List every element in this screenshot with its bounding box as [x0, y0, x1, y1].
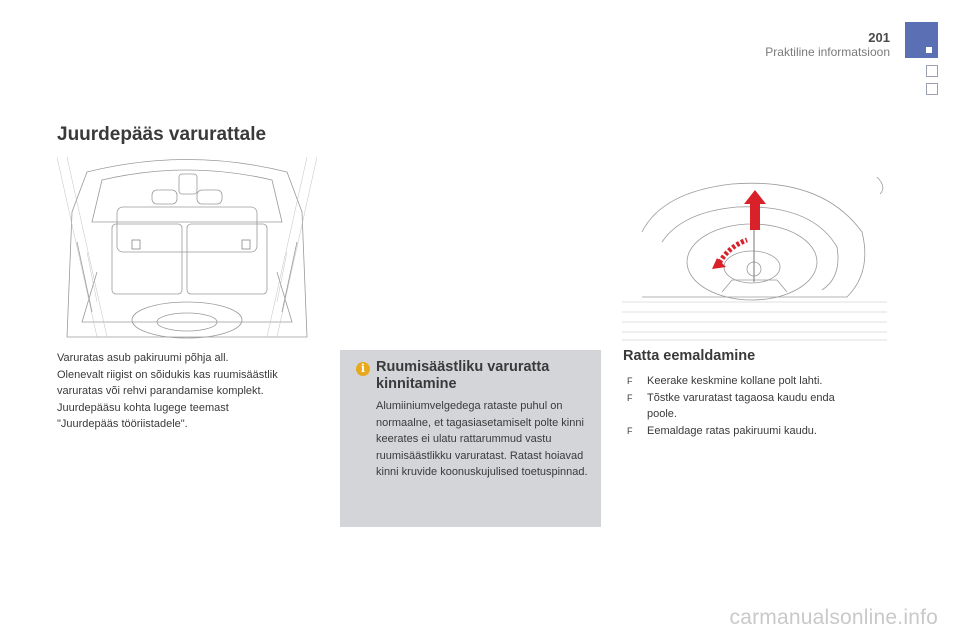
chapter-tab-2[interactable]: [926, 83, 938, 95]
list-item: [623, 390, 863, 423]
step-text: Tõstke varuratast tagaosa kaudu enda poole.: [647, 391, 835, 420]
intro-line: Juurdepääsu kohta lugege teemast: [57, 401, 229, 414]
page-number: 201: [868, 30, 890, 45]
info-box: [340, 350, 601, 527]
chapter-tab-active[interactable]: [905, 22, 938, 58]
removal-title: Ratta eemaldamine: [623, 348, 756, 364]
list-item: [623, 423, 863, 440]
intro-line: Olenevalt riigist on sõidukis kas ruumisäästlik: [57, 368, 278, 381]
chapter-tab-1[interactable]: [926, 65, 938, 77]
bullet-icon: F: [627, 392, 633, 403]
intro-line: varuratas või rehvi parandamise komplekt.: [57, 385, 264, 397]
trunk-illustration: [57, 152, 317, 340]
rotate-arrow-icon: [712, 240, 747, 269]
bullet-icon: F: [627, 425, 633, 436]
intro-text: [57, 350, 327, 433]
removal-steps: [623, 373, 863, 439]
tab-marker: [926, 47, 932, 53]
intro-line: Varuratas asub pakiruumi põhja all.: [57, 352, 229, 364]
bullet-icon: F: [627, 376, 633, 386]
info-box-title: Ruumisäästliku varuratta kinnitamine: [376, 359, 550, 392]
watermark: carmanualsonline.info: [729, 606, 938, 629]
spare-wheel-illustration: [622, 172, 887, 342]
section-title: Juurdepääs varurattale: [57, 124, 267, 145]
step-text: Keerake keskmine kollane polt lahti.: [647, 375, 823, 387]
list-item: [623, 373, 863, 390]
info-box-text: Alumiiniumvelgedega rataste puhul on normaalne, et tagasiasetamiselt polte kinni keerates ei ulatu rattarummud vastu ruumisäästlikku varuratast. Ratast hoiavad kinni kruvide koonuskujulised toetuspinnad.: [376, 400, 588, 478]
step-text: Eemaldage ratas pakiruumi kaudu.: [647, 424, 817, 437]
info-icon: i: [356, 362, 370, 376]
chapter-title: Praktiline informatsioon: [765, 45, 890, 59]
intro-line: "Juurdepääs tööriistadele".: [57, 418, 188, 430]
